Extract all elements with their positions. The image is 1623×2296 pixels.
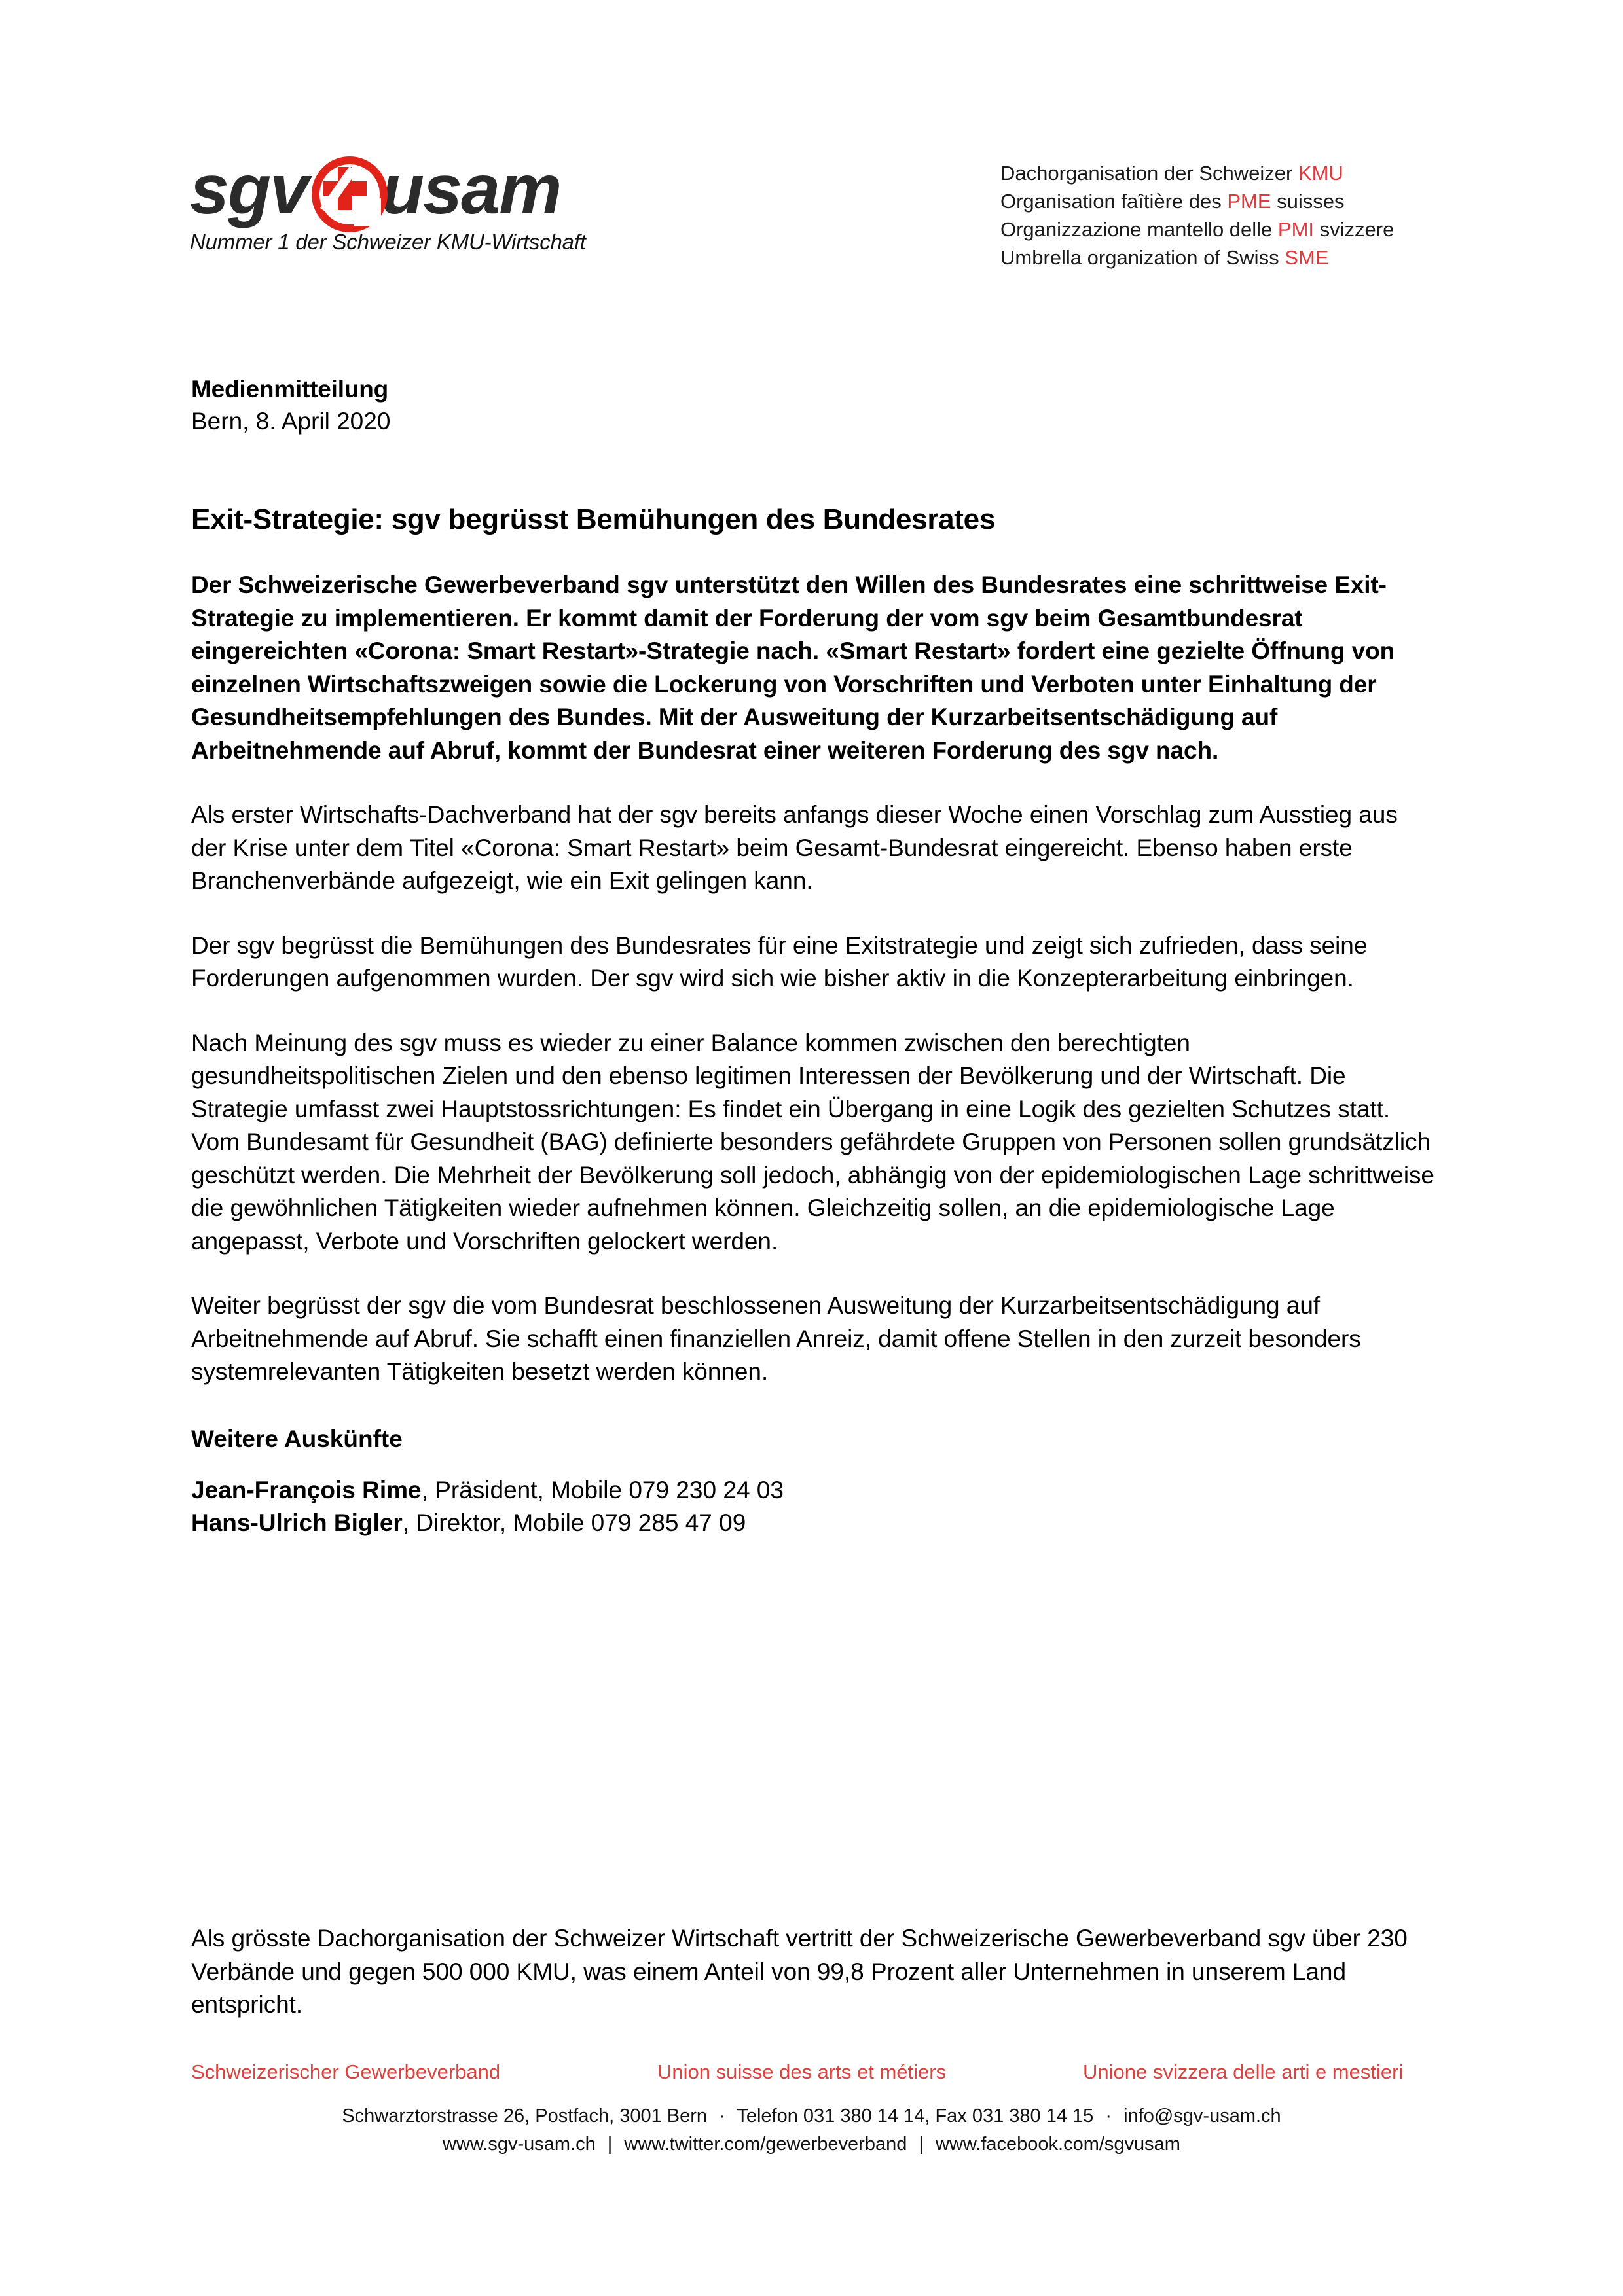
document-type-label: Medienmitteilung <box>191 376 389 403</box>
footer-line-1 <box>0 2102 1623 2130</box>
footer-separator-pipe-2: | <box>919 2134 924 2155</box>
accent-kmu: KMU <box>1298 162 1343 185</box>
footer-contact-details <box>0 2102 1623 2159</box>
footer-address: Schwarztorstrasse 26, Postfach, 3001 Bern <box>342 2106 708 2126</box>
header-language-de: Dachorganisation der Schweizer KMU <box>1000 162 1343 185</box>
sgv-usam-logo <box>190 149 586 255</box>
document-footer <box>0 2060 1623 2159</box>
body-paragraph-4: Weiter begrüsst der sgv die vom Bundesrat beschlossenen Ausweitung der Kurzarbeitsentschädigung auf Arbeitnehmende auf Abruf. Sie schafft einen finanziellen Anreiz, damit offene Stellen in den zurzeit besonders systemrelevanten Tätigkeiten besetzt werden können. <box>191 1292 1361 1385</box>
contact-item-director <box>191 1507 1435 1539</box>
accent-pme: PME <box>1227 190 1271 213</box>
body-paragraph-1: Als erster Wirtschafts-Dachverband hat der sgv bereits anfangs dieser Woche einen Vorschlag zum Ausstieg aus der Krise unter dem Titel «Corona: Smart Restart» beim Gesamt-Bundesrat eingereicht. Ebenso haben erste Branchenverbände aufgezeigt, wie ein Exit gelingen kann. <box>191 801 1398 894</box>
contact-heading: Weitere Auskünfte <box>191 1425 403 1452</box>
logo-wordmark <box>190 149 561 228</box>
contact-list <box>191 1474 1435 1539</box>
contact-detail-director: , Direktor, Mobile 079 285 47 09 <box>402 1509 746 1536</box>
body-paragraph-2: Der sgv begrüsst die Bemühungen des Bundesrates für eine Exitstrategie und zeigt sich zufrieden, dass seine Forderungen aufgenommen wurden. Der sgv wird sich wie bisher aktiv in die Konzepterarbeitung einbringen. <box>191 931 1368 992</box>
header-language-en: Umbrella organization of Swiss SME <box>1000 246 1329 269</box>
logo-tagline: Nummer 1 der Schweizer KMU-Wirtschaft <box>190 230 586 254</box>
header-language-it: Organizzazione mantello delle PMI svizzere <box>1000 218 1395 241</box>
footer-separator-dot-1: · <box>719 2106 725 2126</box>
accent-sme: SME <box>1285 246 1329 269</box>
logo-text-usam: usam <box>381 149 561 228</box>
footer-twitter-link[interactable]: www.twitter.com/gewerbeverband <box>624 2134 907 2155</box>
footer-phone: Telefon 031 380 14 14, Fax 031 380 14 15 <box>737 2106 1094 2126</box>
footer-email-link[interactable]: info@sgv-usam.ch <box>1123 2106 1281 2126</box>
contact-name-director: Hans-Ulrich Bigler <box>191 1509 403 1536</box>
lead-paragraph: Der Schweizerische Gewerbeverband sgv unterstützt den Willen des Bundesrates eine schrittweise Exit-Strategie zu implementieren. Er kommt damit der Forderung der vom sgv beim Gesamtbundesrat eingereichten «Corona: Smart Restart»-Strategie nach. «Smart Restart» fordert eine gezielte Öffnung von einzelnen Wirtschaftszweigen sowie die Lockerung von Vorschriften und Verboten unter Einhaltung der Gesundheitsempfehlungen des Bundes. Mit der Ausweitung der Kurzarbeitsentschädigung auf Arbeitnehmende auf Abruf, kommt der Bundesrat einer weiteren Forderung des sgv nach. <box>191 571 1395 764</box>
footer-website-link[interactable]: www.sgv-usam.ch <box>443 2134 596 2155</box>
footer-org-names <box>0 2060 1623 2092</box>
footer-separator-dot-2: · <box>1105 2106 1112 2126</box>
contact-name-president: Jean-François Rime <box>191 1476 422 1503</box>
footer-facebook-link[interactable]: www.facebook.com/sgvusam <box>936 2134 1180 2155</box>
footer-org-fr: Union suisse des arts et métiers <box>657 2060 947 2083</box>
header-language-list <box>1000 159 1394 272</box>
logo-cross-shape <box>323 167 368 211</box>
accent-pmi: PMI <box>1277 218 1315 241</box>
contact-detail-president: , Präsident, Mobile 079 230 24 03 <box>421 1476 784 1503</box>
logo-text-sgv: sgv <box>190 149 308 228</box>
page-title: Exit-Strategie: sgv begrüsst Bemühungen des Bundesrates <box>191 503 996 535</box>
document-header <box>0 0 1623 281</box>
contact-item-president <box>191 1474 1435 1507</box>
header-language-fr: Organisation faîtière des PME suisses <box>1000 190 1345 213</box>
footer-separator-pipe-1: | <box>607 2134 613 2155</box>
body-paragraph-3: Nach Meinung des sgv muss es wieder zu einer Balance kommen zwischen den berechtigten gesundheitspolitischen Zielen und den ebenso legitimen Interessen der Bevölkerung und der Wirtschaft. Die Strategie umfasst zwei Hauptstossrichtungen: Es findet ein Übergang in eine Logik des gezielten Schutzes statt. Vom Bundesamt für Gesundheit (BAG) definierte besonders gefährdete Gruppen von Personen sollen grundsätzlich geschützt werden. Die Mehrheit der Bevölkerung soll jedoch, abhängig von der epidemiologischen Lage schrittweise die gewöhnlichen Tätigkeiten wieder aufnehmen können. Gleichzeitig sollen, an die epidemiologische Lage angepasst, Verbote und Vorschriften gelockert werden. <box>191 1029 1434 1255</box>
swiss-cross-circle-icon <box>309 154 380 224</box>
footer-org-de: Schweizerischer Gewerbeverband <box>191 2060 501 2083</box>
dateline: Bern, 8. April 2020 <box>191 408 391 435</box>
footer-line-2 <box>0 2130 1623 2159</box>
footer-org-it: Unione svizzera delle arti e mestieri <box>1083 2060 1404 2083</box>
boilerplate-paragraph: Als grösste Dachorganisation der Schweizer Wirtschaft vertritt der Schweizerische Gewerbeverband sgv über 230 Verbände und gegen 500 000 KMU, was einem Anteil von 99,8 Prozent aller Unternehmen in unserem Land entspricht. <box>191 1925 1408 2018</box>
document-body <box>191 373 1435 1539</box>
